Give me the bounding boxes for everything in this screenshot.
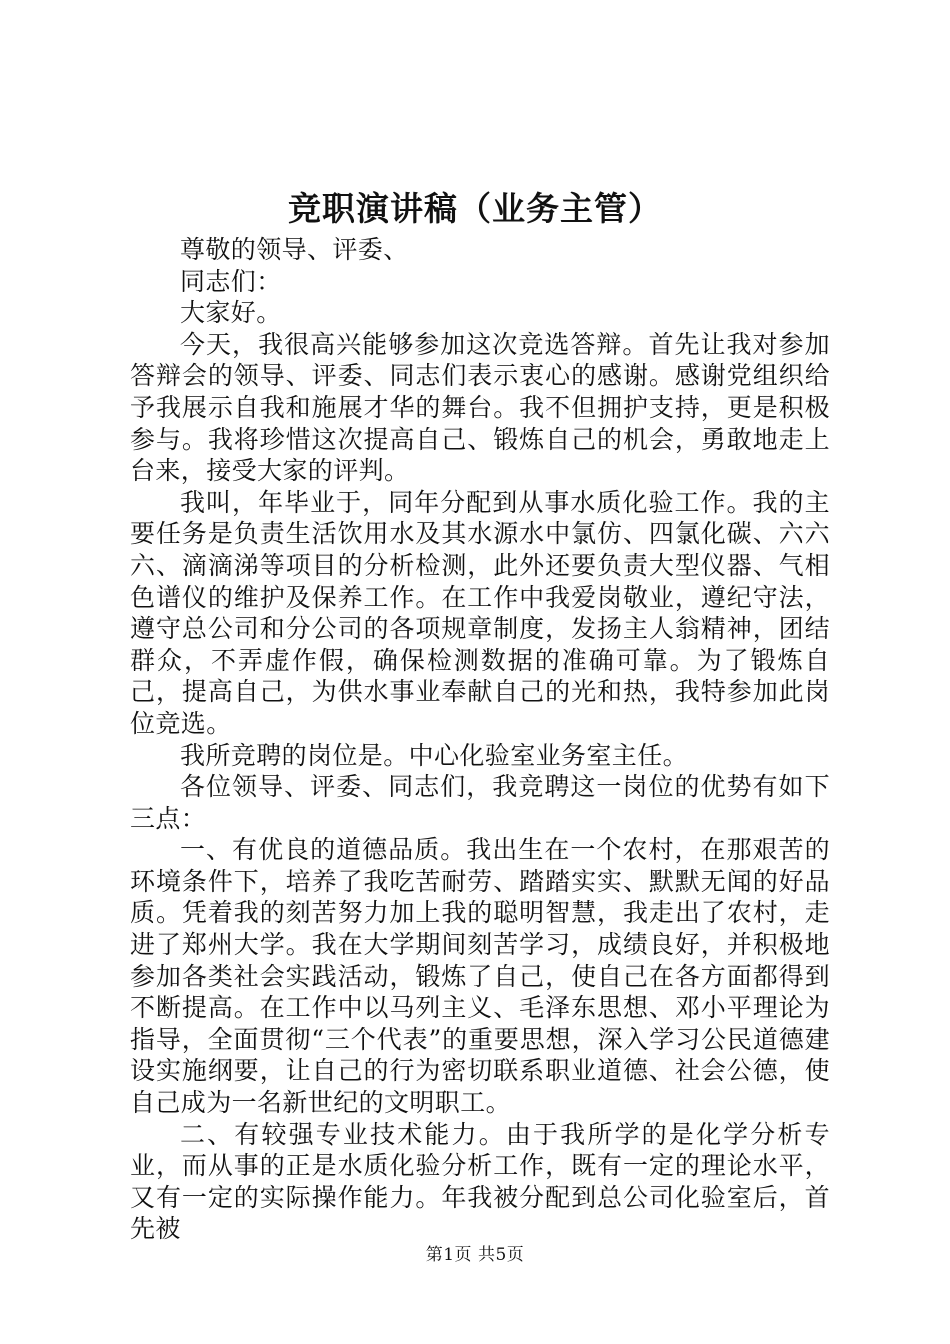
paragraph-advantages-intro: 各位领导、评委、同志们，我竞聘这一岗位的优势有如下三点： xyxy=(130,772,830,833)
paragraph-position: 我所竞聘的岗位是。中心化验室业务室主任。 xyxy=(180,740,689,770)
salutation-line-1: 尊敬的领导、评委、 xyxy=(180,235,409,264)
paragraph-background: 我叫，年毕业于，同年分配到从事水质化验工作。我的主要任务是负责生活饮用水及其水源水中氯仿、四氯化碳、六六六、滴滴涕等项目的分析检测，此外还要负责大型仪器、气相色谱仪的维护及保养工作。在工作中我爱岗敬业，遵纪守法，遵守总公司和分公司的各项规章制度，发扬主人翁精神，团结群众，不弄虚作假，确保检测数据的准确可靠。为了锻炼自己，提高自己，为供水事业奉献自己的光和热，我特参加此岗位竞选。 xyxy=(130,487,830,738)
document-title: 竞职演讲稿（业务主管） xyxy=(288,189,662,228)
paragraph-advantage-1: 一、有优良的道德品质。我出生在一个农村，在那艰苦的环境条件下，培养了我吃苦耐劳、踏踏实实、默默无闻的好品质。凭着我的刻苦努力加上我的聪明智慧，我走出了农村，走进了郑州大学。我在大学期间刻苦学习，成绩良好，并积极地参加各类社会实践活动，锻炼了自己，使自己在各方面都得到不断提高。在工作中以马列主义、毛泽东思想、邓小平理论为指导，全面贯彻“三个代表”的重要思想，深入学习公民道德建设实施纲要，让自己的行为密切联系职业道德、社会公德，使自己成为一名新世纪的文明职工。 xyxy=(130,835,830,1118)
paragraph-advantage-2: 二、有较强专业技术能力。由于我所学的是化学分析专业，而从事的正是水质化验分析工作，既有一定的理论水平，又有一定的实际操作能力。年我被分配到总公司化验室后，首先被 xyxy=(130,1119,830,1244)
salutation-line-2: 同志们： xyxy=(180,266,282,296)
paragraph-intro: 今天，我很高兴能够参加这次竞选答辩。首先让我对参加答辩会的领导、评委、同志们表示衷心的感谢。感谢党组织给予我展示自我和施展才华的舞台。我不但拥护支持，更是积极参与。我将珍惜这次提高自己、锻炼自己的机会，勇敢地走上台来，接受大家的评判。 xyxy=(130,329,830,486)
page-footer: 第1页 共5页 xyxy=(425,1245,525,1265)
document-body xyxy=(130,234,830,1245)
greeting: 大家好。 xyxy=(180,298,282,328)
